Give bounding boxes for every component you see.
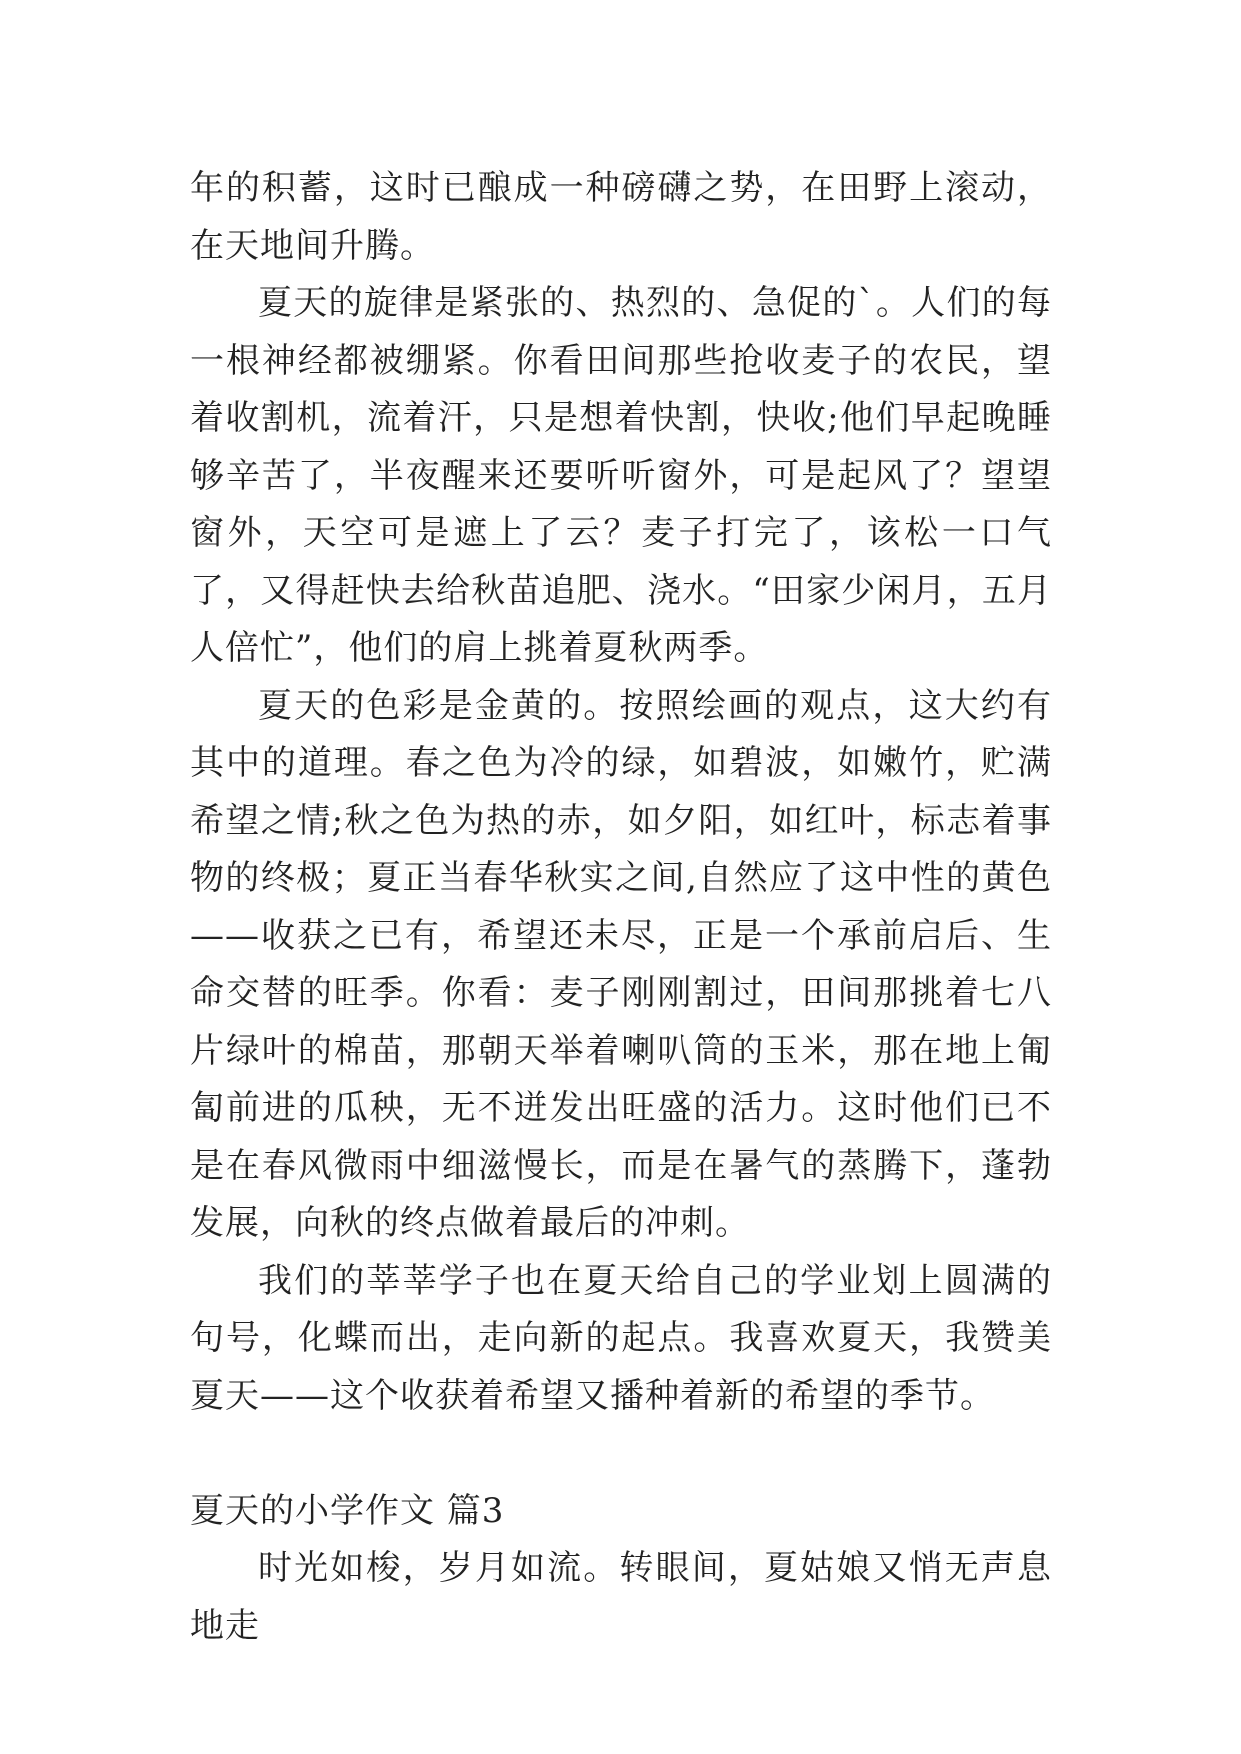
paragraph-summer-rhythm: 夏天的旋律是紧张的、热烈的、急促的`。人们的每一根神经都被绷紧。你看田间那些抢收麦子的农民，望着收割机，流着汗，只是想着快割，快收;他们早起晚睡够辛苦了，半夜醒来还要听听窗外，可是起风了？望望窗外，天空可是遮上了云？麦子打完了，该松一口气了，又得赶快去给秋苗追肥、浇水。“田家少闲月，五月人倍忙”，他们的肩上挑着夏秋两季。 <box>190 283 1052 668</box>
document-body <box>190 160 1052 1655</box>
section-heading: 夏天的小学作文 篇3 <box>190 1490 505 1531</box>
paragraph-time-flies: 时光如梭，岁月如流。转眼间，夏姑娘又悄无声息地走 <box>190 1548 1052 1646</box>
paragraph-continuation: 年的积蓄，这时已酿成一种磅礴之势，在田野上滚动，在天地间升腾。 <box>190 168 1052 266</box>
paragraph-summer-color: 夏天的色彩是金黄的。按照绘画的观点，这大约有其中的道理。春之色为冷的绿，如碧波，如嫩竹，贮满希望之情;秋之色为热的赤，如夕阳，如红叶，标志着事物的终极；夏正当春华秋实之间,自然应了这中性的黄色——收获之已有，希望还未尽，正是一个承前启后、生命交替的旺季。你看：麦子刚刚割过，田间那挑着七八片绿叶的棉苗，那朝天举着喇叭筒的玉米，那在地上匍匐前进的瓜秧，无不迸发出旺盛的活力。这时他们已不是在春风微雨中细滋慢长，而是在暑气的蒸腾下，蓬勃发展，向秋的终点做着最后的冲刺。 <box>190 685 1052 1243</box>
section-gap <box>190 1425 1052 1483</box>
paragraph-students: 我们的莘莘学子也在夏天给自己的学业划上圆满的句号，化蝶而出，走向新的起点。我喜欢夏天，我赞美夏天——这个收获着希望又播种着新的希望的季节。 <box>190 1260 1052 1416</box>
